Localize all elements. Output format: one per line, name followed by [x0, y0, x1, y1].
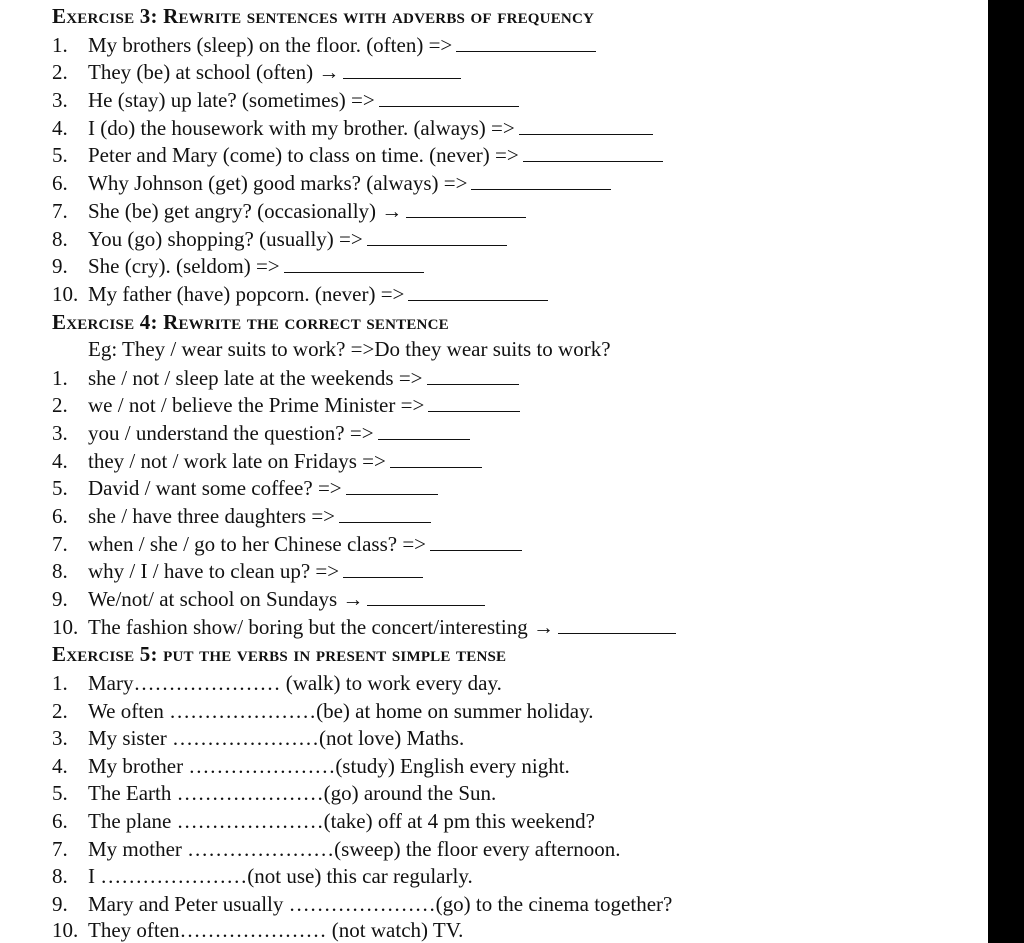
item-text: you / understand the question? => — [88, 421, 374, 445]
item-text: I (do) the housework with my brother. (always) => — [88, 116, 515, 140]
item-text: she / not / sleep late at the weekends => — [88, 366, 423, 390]
answer-blank[interactable] — [427, 366, 519, 385]
item-text: She (cry). (seldom) => — [88, 254, 280, 278]
answer-blank[interactable] — [367, 227, 507, 246]
item-text: They (be) at school (often) → — [88, 60, 340, 84]
ex4-item — [52, 587, 485, 611]
answer-blank[interactable] — [367, 587, 485, 606]
item-number: 3. — [52, 88, 68, 112]
item-number: 1. — [52, 671, 68, 695]
item-number: 4. — [52, 754, 68, 778]
item-text: we / not / believe the Prime Minister => — [88, 393, 425, 417]
item-text: My mother …………………(sweep) the floor every afternoon. — [88, 837, 621, 861]
item-number: 9. — [52, 254, 68, 278]
answer-blank[interactable] — [343, 60, 461, 79]
item-text: We often …………………(be) at home on summer holiday. — [88, 699, 594, 723]
exercise5-title: Exercise 5: put the verbs in present simple tense — [52, 642, 507, 666]
item-text: You (go) shopping? (usually) => — [88, 227, 363, 251]
item-number: 7. — [52, 837, 68, 861]
answer-blank[interactable] — [430, 532, 522, 551]
item-text: My father (have) popcorn. (never) => — [88, 282, 405, 306]
answer-blank[interactable] — [519, 116, 653, 135]
item-number: 6. — [52, 504, 68, 528]
answer-blank[interactable] — [339, 504, 431, 523]
ex3-item — [52, 33, 596, 57]
item-text: she / have three daughters => — [88, 504, 336, 528]
item-text: I …………………(not use) this car regularly. — [88, 864, 473, 888]
ex5-item — [52, 918, 463, 942]
item-number: 5. — [52, 781, 68, 805]
exercise4-title: Exercise 4: Rewrite the correct sentence — [52, 310, 449, 334]
answer-blank[interactable] — [284, 254, 424, 273]
ex4-item — [52, 615, 676, 639]
ex5-item — [52, 809, 595, 833]
ex5-item — [52, 699, 594, 723]
item-text: He (stay) up late? (sometimes) => — [88, 88, 375, 112]
ex3-item — [52, 88, 519, 112]
ex3-item — [52, 143, 663, 167]
item-text: My brother …………………(study) English every night. — [88, 754, 570, 778]
ex3-item — [52, 171, 611, 195]
ex4-item — [52, 559, 423, 583]
item-text: why / I / have to clean up? => — [88, 559, 340, 583]
item-number: 7. — [52, 532, 68, 556]
ex4-item — [52, 421, 470, 445]
item-text: The fashion show/ boring but the concert/interesting → — [88, 615, 554, 639]
answer-blank[interactable] — [456, 33, 596, 52]
item-text: The plane …………………(take) off at 4 pm this weekend? — [88, 809, 595, 833]
item-number: 2. — [52, 699, 68, 723]
ex5-item — [52, 864, 473, 888]
item-number: 2. — [52, 393, 68, 417]
item-number: 2. — [52, 60, 68, 84]
ex5-item — [52, 671, 502, 695]
item-number: 6. — [52, 809, 68, 833]
ex4-item — [52, 476, 438, 500]
item-text: when / she / go to her Chinese class? => — [88, 532, 427, 556]
item-text: The Earth …………………(go) around the Sun. — [88, 781, 497, 805]
ex4-item — [52, 393, 520, 417]
item-text: She (be) get angry? (occasionally) → — [88, 199, 403, 223]
item-number: 1. — [52, 33, 68, 57]
ex4-item — [52, 449, 482, 473]
item-number: 8. — [52, 864, 68, 888]
ex3-item — [52, 116, 653, 140]
answer-blank[interactable] — [390, 449, 482, 468]
item-text: Mary………………… (walk) to work every day. — [88, 671, 502, 695]
item-number: 9. — [52, 892, 68, 916]
answer-blank[interactable] — [523, 143, 663, 162]
answer-blank[interactable] — [406, 199, 526, 218]
item-text: Mary and Peter usually …………………(go) to the cinema together? — [88, 892, 673, 916]
example-sentence: Eg: They / wear suits to work? =>Do they wear suits to work? — [88, 337, 611, 361]
item-number: 3. — [52, 726, 68, 750]
item-number: 8. — [52, 227, 68, 251]
item-text: We/not/ at school on Sundays → — [88, 587, 364, 611]
item-number: 8. — [52, 559, 68, 583]
item-number: 9. — [52, 587, 68, 611]
answer-blank[interactable] — [343, 559, 423, 578]
item-number: 10. — [52, 282, 79, 306]
item-number: 10. — [52, 918, 79, 942]
ex3-item — [52, 282, 548, 306]
item-text: David / want some coffee? => — [88, 476, 342, 500]
item-number: 4. — [52, 449, 68, 473]
item-text: Peter and Mary (come) to class on time. (never) => — [88, 143, 519, 167]
item-text: they / not / work late on Fridays => — [88, 449, 386, 473]
ex4-item — [52, 366, 519, 390]
ex3-item — [52, 227, 507, 251]
item-number: 3. — [52, 421, 68, 445]
item-number: 7. — [52, 199, 68, 223]
exercise3-title: Exercise 3: Rewrite sentences with adverbs of frequency — [52, 4, 595, 28]
item-number: 5. — [52, 476, 68, 500]
item-number: 10. — [52, 615, 79, 639]
ex5-item — [52, 754, 570, 778]
answer-blank[interactable] — [471, 171, 611, 190]
ex3-item — [52, 60, 461, 84]
answer-blank[interactable] — [378, 421, 470, 440]
black-edge-bar — [988, 0, 1024, 943]
answer-blank[interactable] — [408, 282, 548, 301]
answer-blank[interactable] — [428, 393, 520, 412]
ex5-item — [52, 892, 672, 916]
item-text: My sister …………………(not love) Maths. — [88, 726, 465, 750]
ex4-item — [52, 532, 522, 556]
answer-blank[interactable] — [558, 615, 676, 634]
item-number: 1. — [52, 366, 68, 390]
item-number: 6. — [52, 171, 68, 195]
ex5-item — [52, 781, 496, 805]
item-text: My brothers (sleep) on the floor. (often) => — [88, 33, 453, 57]
item-number: 5. — [52, 143, 68, 167]
item-text: Why Johnson (get) good marks? (always) => — [88, 171, 468, 195]
ex5-item — [52, 837, 620, 861]
item-text: They often………………… (not watch) TV. — [88, 918, 464, 942]
answer-blank[interactable] — [346, 476, 438, 495]
ex4-item — [52, 504, 431, 528]
ex3-item — [52, 254, 424, 278]
item-number: 4. — [52, 116, 68, 140]
answer-blank[interactable] — [379, 88, 519, 107]
ex5-item — [52, 726, 464, 750]
ex3-item — [52, 199, 526, 223]
